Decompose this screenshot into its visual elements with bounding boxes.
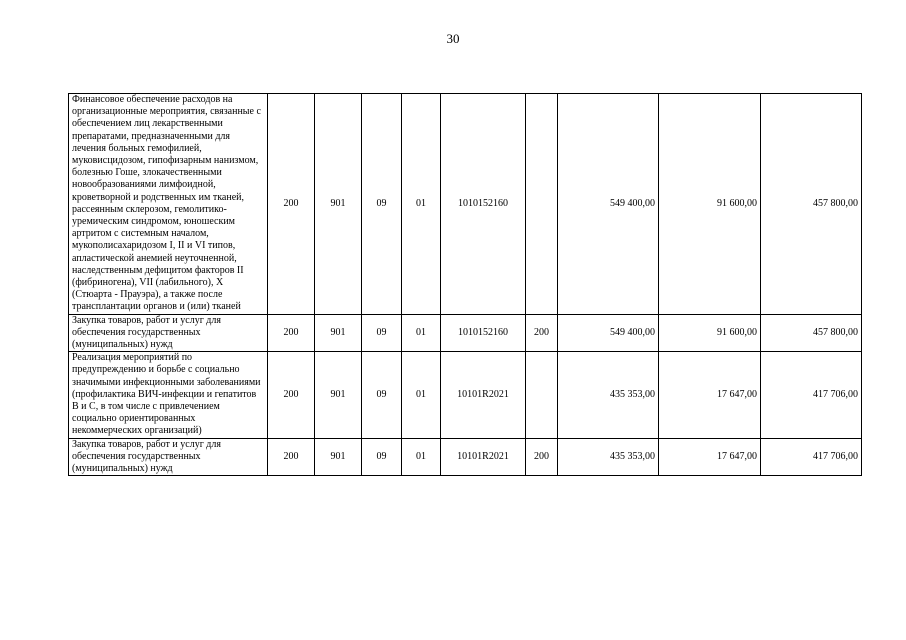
cell-target-article: 1010152160 — [441, 94, 526, 315]
cell-section: 09 — [362, 314, 402, 352]
cell-code-901: 901 — [315, 314, 362, 352]
row-description: Закупка товаров, работ и услуг для обеспечения государственных (муниципальных) нужд — [69, 438, 268, 476]
cell-code-200: 200 — [268, 314, 315, 352]
cell-amount-change: 91 600,00 — [659, 314, 761, 352]
row-description: Финансовое обеспечение расходов на организационные мероприятия, связанные с обеспечением лиц лекарственными препаратами, предназначенными для лечения больных гемофилией, муковисцидозом, гипофизарным нанизмом, болезнью Гоше, злокачественными новообразованиями лимфоидной, кроветворной и родственных им тканей, рассеянным склерозом, гемолитико-уремическим синдромом, юношеским артритом с системным началом, мукополисахаридозом I, II и VI типов, апластической анемией неуточненной, наследственным дефицитом факторов II (фибриногена), VII (лабильного), X (Стюарта - Прауэра), а также после трансплантации органов и (или) тканей — [69, 94, 268, 315]
table-row — [69, 438, 862, 476]
cell-expense-type: 200 — [526, 314, 558, 352]
budget-table — [68, 93, 862, 476]
row-description: Реализация мероприятий по предупреждению и борьбе с социально значимыми инфекционными заболеваниями (профилактика ВИЧ-инфекции и гепатитов B и C, в том числе с привлечением социально ориентированных некоммерческих организаций) — [69, 352, 268, 438]
cell-subsection: 01 — [402, 314, 441, 352]
cell-code-901: 901 — [315, 94, 362, 315]
cell-target-article: 10101R2021 — [441, 352, 526, 438]
cell-amount-total: 435 353,00 — [558, 352, 659, 438]
cell-expense-type: 200 — [526, 438, 558, 476]
cell-target-article: 10101R2021 — [441, 438, 526, 476]
cell-amount-total: 549 400,00 — [558, 94, 659, 315]
cell-section: 09 — [362, 438, 402, 476]
cell-code-901: 901 — [315, 352, 362, 438]
cell-amount-result: 457 800,00 — [761, 94, 862, 315]
row-description: Закупка товаров, работ и услуг для обеспечения государственных (муниципальных) нужд — [69, 314, 268, 352]
cell-amount-change: 17 647,00 — [659, 352, 761, 438]
cell-subsection: 01 — [402, 438, 441, 476]
cell-section: 09 — [362, 94, 402, 315]
cell-code-200: 200 — [268, 94, 315, 315]
cell-amount-total: 549 400,00 — [558, 314, 659, 352]
table-row — [69, 94, 862, 315]
cell-code-200: 200 — [268, 352, 315, 438]
cell-expense-type — [526, 352, 558, 438]
cell-subsection: 01 — [402, 94, 441, 315]
cell-code-200: 200 — [268, 438, 315, 476]
table-row — [69, 352, 862, 438]
cell-amount-change: 17 647,00 — [659, 438, 761, 476]
cell-code-901: 901 — [315, 438, 362, 476]
cell-target-article: 1010152160 — [441, 314, 526, 352]
cell-amount-total: 435 353,00 — [558, 438, 659, 476]
cell-amount-result: 417 706,00 — [761, 438, 862, 476]
table-row — [69, 314, 862, 352]
cell-expense-type — [526, 94, 558, 315]
page-number: 30 — [446, 31, 460, 46]
cell-amount-result: 457 800,00 — [761, 314, 862, 352]
cell-subsection: 01 — [402, 352, 441, 438]
cell-section: 09 — [362, 352, 402, 438]
cell-amount-change: 91 600,00 — [659, 94, 761, 315]
cell-amount-result: 417 706,00 — [761, 352, 862, 438]
